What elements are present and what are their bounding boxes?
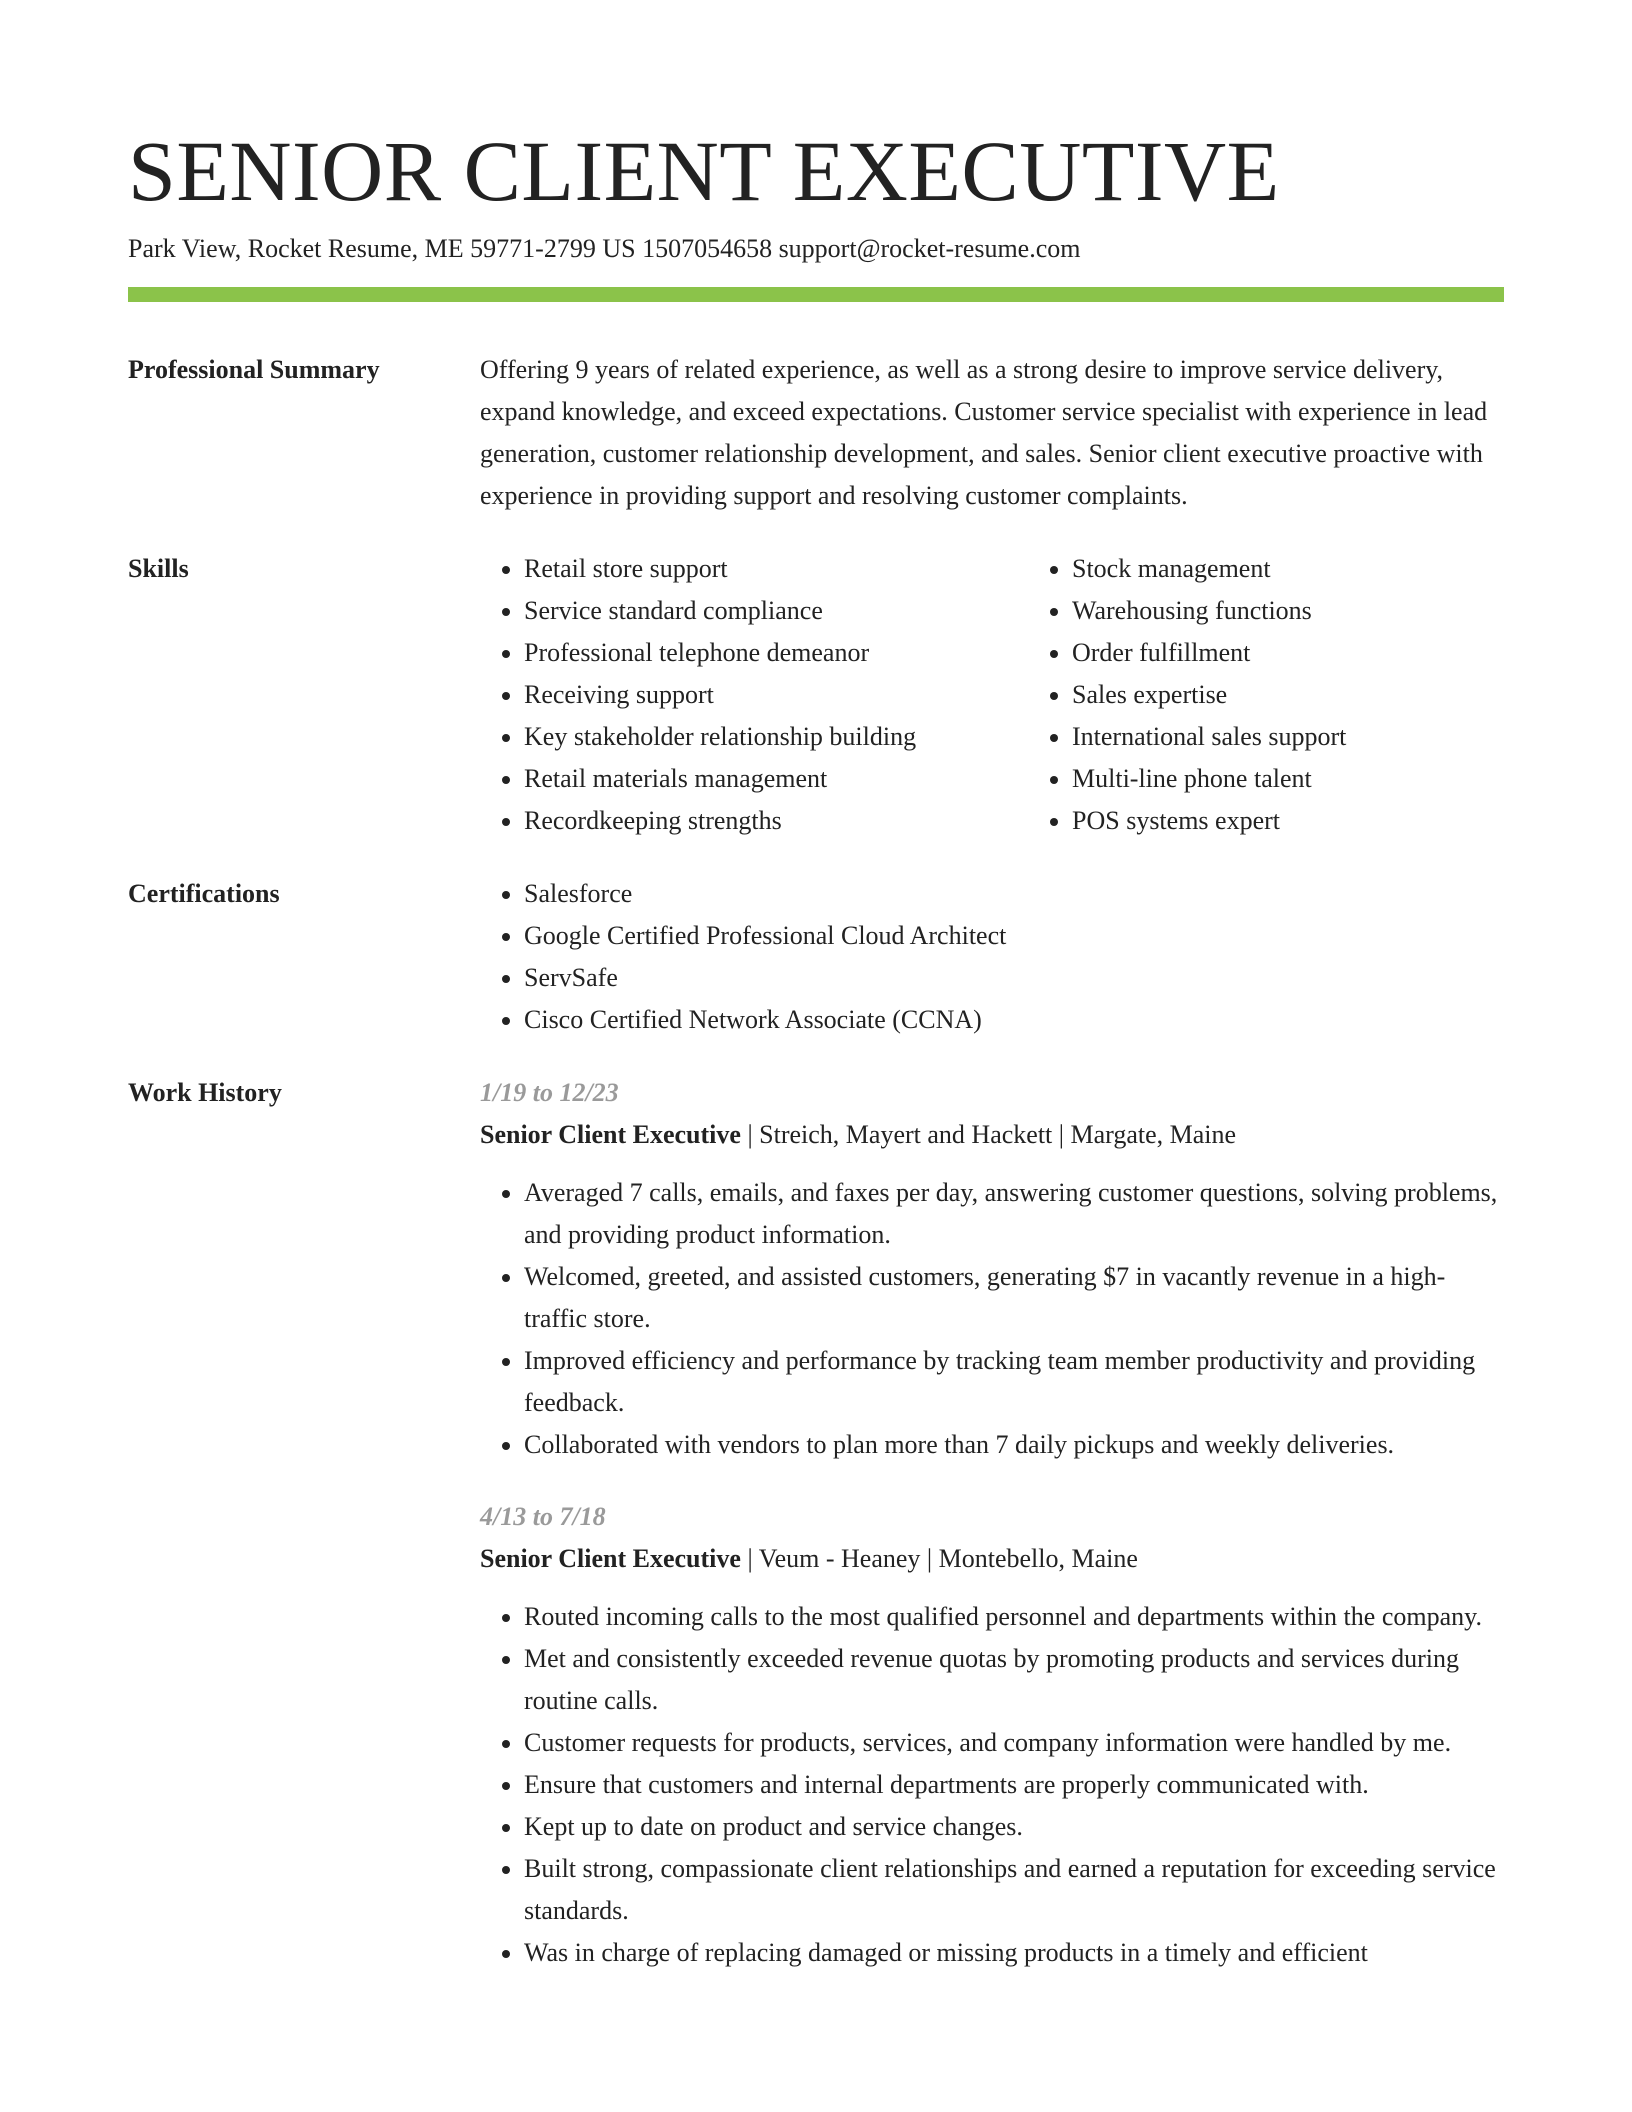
candidate-name: SENIOR CLIENT EXECUTIVE	[128, 123, 1280, 219]
list-item: • Cisco Certified Network Associate (CCNA)	[524, 999, 1504, 1041]
certifications-section	[128, 873, 1504, 1041]
list-item: • Retail materials management	[524, 758, 1028, 800]
summary-text: Offering 9 years of related experience, as well as a strong desire to improve service delivery, expand knowledge, and exceed expectations. Customer service specialist with experience in lead generation, customer relationship development, and sales. Senior client executive proactive with experience in providing support and resolving customer complaints.	[480, 355, 1488, 510]
skills-list-right	[1028, 548, 1592, 842]
header-divider	[128, 287, 1504, 302]
job-details: | Streich, Mayert and Hackett | Margate, Maine	[740, 1120, 1237, 1149]
list-item: • Customer requests for products, services, and company information were handled by me.	[524, 1722, 1504, 1764]
list-item: • Was in charge of replacing damaged or missing products in a timely and efficient	[524, 1932, 1504, 1974]
job-title: Senior Client Executive	[480, 1120, 741, 1149]
list-item: • Improved efficiency and performance by tracking team member productivity and providing feedback.	[524, 1340, 1504, 1424]
certifications-list	[480, 873, 1504, 1041]
job-bullets	[480, 1172, 1504, 1466]
contact-line	[128, 232, 1504, 266]
contact-address: Park View, Rocket Resume, ME 59771-2799 US	[128, 234, 636, 263]
work-history-section	[128, 1072, 1504, 1974]
skills-section	[128, 548, 1504, 842]
section-title: Certifications	[128, 879, 280, 908]
list-item: • ServSafe	[524, 957, 1504, 999]
job-heading	[480, 1538, 1504, 1580]
list-item: • Stock management	[1072, 548, 1592, 590]
resume-page	[128, 0, 1504, 1974]
job-dates: 4/13 to 7/18	[480, 1502, 606, 1531]
list-item: • Kept up to date on product and service changes.	[524, 1806, 1504, 1848]
section-title: Skills	[128, 554, 189, 583]
job-dates: 1/19 to 12/23	[480, 1078, 619, 1107]
job-bullets	[480, 1596, 1504, 1974]
job-entry	[480, 1072, 1504, 1466]
list-item: • Service standard compliance	[524, 590, 1028, 632]
list-item: • Recordkeeping strengths	[524, 800, 1028, 842]
list-item: • Routed incoming calls to the most qualified personnel and departments within the company.	[524, 1596, 1504, 1638]
summary-section	[128, 349, 1504, 517]
list-item: • Sales expertise	[1072, 674, 1592, 716]
contact-phone: 1507054658	[642, 234, 773, 263]
list-item: • POS systems expert	[1072, 800, 1592, 842]
list-item: • Welcomed, greeted, and assisted customers, generating $7 in vacantly revenue in a high-traffic store.	[524, 1256, 1504, 1340]
list-item: • Receiving support	[524, 674, 1028, 716]
skills-columns	[480, 548, 1592, 842]
job-heading	[480, 1114, 1504, 1156]
section-title: Work History	[128, 1078, 282, 1107]
list-item: • Multi-line phone talent	[1072, 758, 1592, 800]
list-item: • Key stakeholder relationship building	[524, 716, 1028, 758]
list-item: • Order fulfillment	[1072, 632, 1592, 674]
list-item: • Collaborated with vendors to plan more than 7 daily pickups and weekly deliveries.	[524, 1424, 1504, 1466]
list-item: • International sales support	[1072, 716, 1592, 758]
list-item: • Averaged 7 calls, emails, and faxes per day, answering customer questions, solving problems, and providing product information.	[524, 1172, 1504, 1256]
job-title: Senior Client Executive	[480, 1544, 741, 1573]
list-item: • Retail store support	[524, 548, 1028, 590]
list-item: • Ensure that customers and internal departments are properly communicated with.	[524, 1764, 1504, 1806]
job-entry	[480, 1496, 1504, 1974]
list-item: • Salesforce	[524, 873, 1504, 915]
skills-list-left	[480, 548, 1028, 842]
contact-email: support@rocket-resume.com	[778, 234, 1081, 263]
section-title: Professional Summary	[128, 355, 380, 384]
list-item: • Met and consistently exceeded revenue quotas by promoting products and services during routine calls.	[524, 1638, 1504, 1722]
job-details: | Veum - Heaney | Montebello, Maine	[740, 1544, 1138, 1573]
list-item: • Google Certified Professional Cloud Architect	[524, 915, 1504, 957]
list-item: • Warehousing functions	[1072, 590, 1592, 632]
list-item: • Professional telephone demeanor	[524, 632, 1028, 674]
list-item: • Built strong, compassionate client relationships and earned a reputation for exceeding service standards.	[524, 1848, 1504, 1932]
